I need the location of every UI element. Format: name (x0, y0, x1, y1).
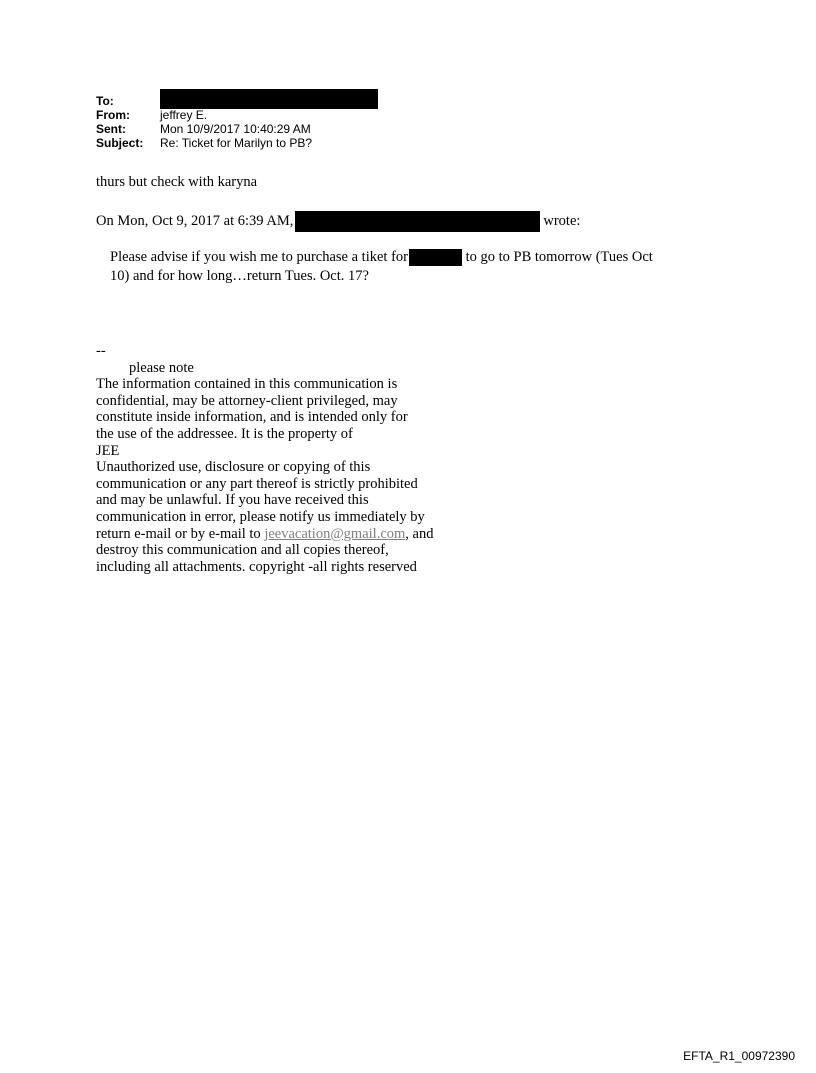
subject-label: Subject: (96, 136, 144, 150)
subject-row (96, 136, 378, 150)
quote-line-2 (110, 267, 653, 286)
disclaimer-line: Unauthorized use, disclosure or copying of this (96, 459, 371, 476)
sent-row (96, 122, 378, 136)
disclaimer-line: destroy this communication and all copies thereof, (96, 542, 389, 559)
sent-label: Sent: (96, 122, 126, 136)
to-label: To: (96, 94, 114, 108)
redaction-to (160, 89, 378, 109)
redaction-sender (295, 211, 540, 232)
reply-text: thurs but check with karyna (96, 174, 258, 190)
attribution-suffix: wrote: (543, 213, 581, 230)
document-id: EFTA_R1_00972390 (683, 1049, 795, 1063)
quote-line-1a: Please advise if you wish me to purchase a tiket for (110, 249, 408, 266)
disclaimer-line: the use of the addressee. It is the property of (96, 425, 353, 442)
disclaimer-line: confidential, may be attorney-client privileged, may (96, 392, 398, 409)
sent-value: Mon 10/9/2017 10:40:29 AM (160, 122, 311, 136)
disclaimer-line: and may be unlawful. If you have received this (96, 492, 369, 509)
signature-note: please note (129, 359, 194, 376)
quoted-message (110, 248, 653, 285)
from-value: jeffrey E. (160, 108, 208, 122)
subject-value: Re: Ticket for Marilyn to PB? (160, 136, 313, 150)
return-prefix: return e-mail or by e-mail to (96, 525, 265, 542)
quote-line-2-text: 10) and for how long…return Tues. Oct. 17? (110, 267, 369, 284)
disclaimer-line: communication in error, please notify us immediately by (96, 508, 425, 525)
signature-block (96, 343, 433, 575)
from-label: From: (96, 108, 130, 122)
quote-line-1b: to go to PB tomorrow (Tues Oct (461, 249, 653, 266)
disclaimer-line: including all attachments. copyright -all rights reserved (96, 558, 417, 575)
redaction-name (409, 249, 462, 266)
to-row (96, 94, 378, 108)
disclaimer-line: constitute inside information, and is intended only for (96, 409, 408, 426)
disclaimer-line: JEE (96, 442, 120, 459)
disclaimer-line: The information contained in this communication is (96, 376, 398, 393)
attribution-line (96, 211, 580, 232)
attribution-prefix: On Mon, Oct 9, 2017 at 6:39 AM, (96, 213, 294, 230)
signature-separator: -- (96, 343, 106, 359)
from-row (96, 108, 378, 122)
disclaimer-line: communication or any part thereof is strictly prohibited (96, 475, 418, 492)
return-suffix: , and (405, 525, 434, 542)
disclaimer-line-email (96, 526, 433, 543)
quote-line-1 (110, 248, 653, 267)
email-header (96, 94, 378, 150)
email-link[interactable]: jeevacation@gmail.com (264, 525, 406, 542)
